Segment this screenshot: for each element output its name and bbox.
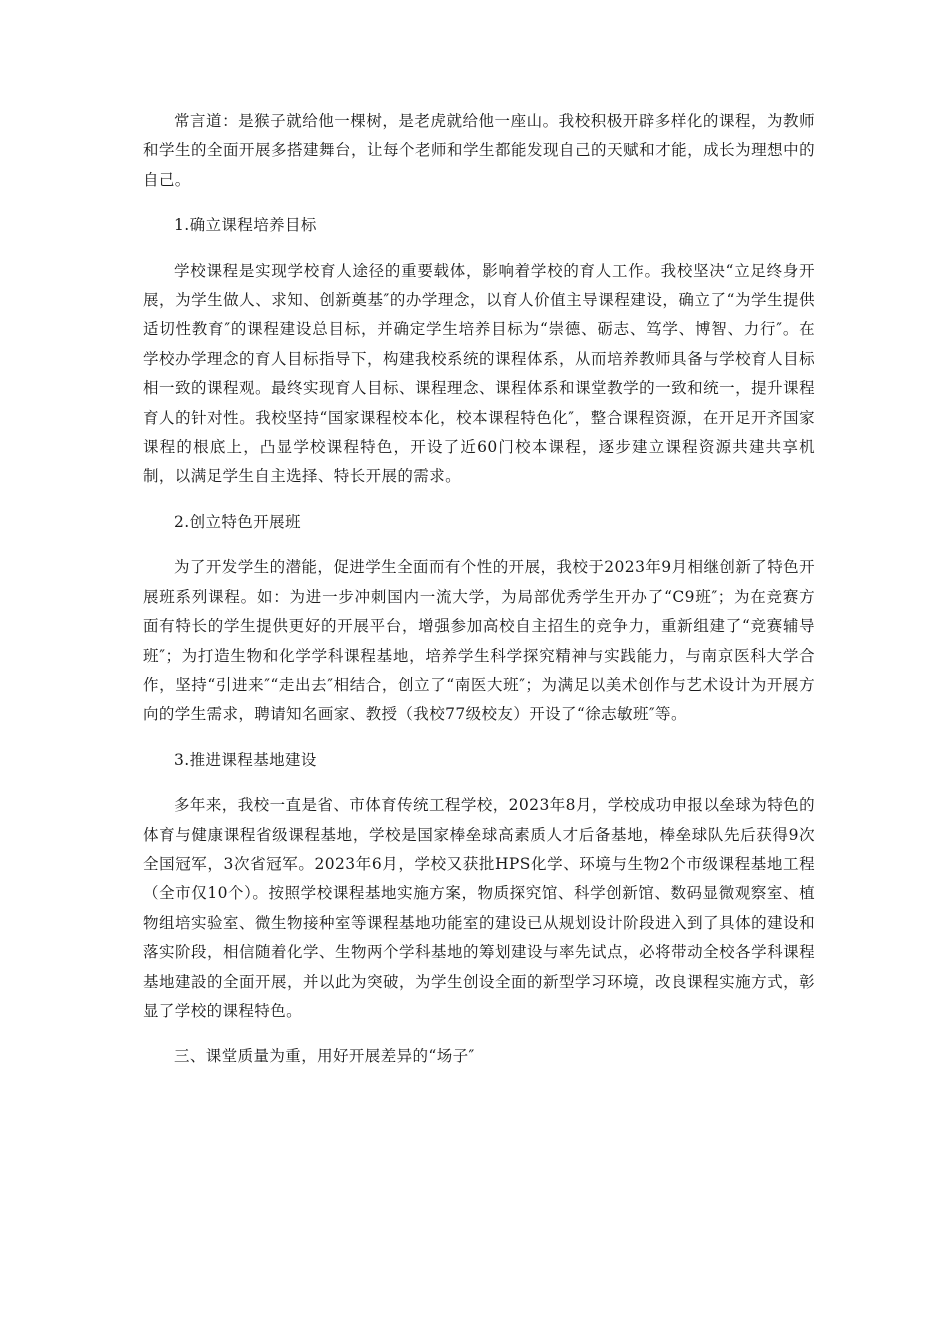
section-heading-curriculum-goals: 1.确立课程培养目标	[174, 216, 317, 235]
document-body	[143, 107, 815, 1088]
section-heading-special-classes: 2.创立特色开展班	[174, 512, 301, 531]
intro-paragraph: 常言道：是猴子就给他一棵树，是老虎就给他一座山。我校积极开辟多样化的课程，为教师和学生的全面开展多搭建舞台，让每个老师和学生都能发现自己的天赋和才能，成长为理想中的自己。	[143, 112, 815, 189]
curriculum-goals-paragraph: 学校课程是实现学校育人途径的重要载体，影响着学校的育人工作。我校坚决“立足终身开展，为学生做人、求知、创新奠基″的办学理念，以育人价值主导课程建设，确立了“为学生提供适切性教育″的课程建设总目标，并确定学生培养目标为“崇德、砺志、笃学、博智、力行″。在学校办学理念的育人目标指导下，构建我校系统的课程体系，从而培养教师具备与学校育人目标相一致的课程观。最终实现育人目标、课程理念、课程体系和课堂教学的一致和统一，提升课程育人的针对性。我校坚持“国家课程校本化，校本课程特色化″，整合课程资源，在开足开齐国家课程的根底上，凸显学校课程特色，开设了近60门校本课程，逐步建立课程资源共建共享机制，以满足学生自主选择、特长开展的需求。	[143, 261, 815, 486]
section-heading-course-base: 3.推进课程基地建设	[174, 750, 317, 769]
section-heading-classroom-quality: 三、课堂质量为重，用好开展差异的“场子″	[174, 1047, 475, 1066]
special-classes-paragraph: 为了开发学生的潜能，促进学生全面而有个性的开展，我校于2023年9月相继创新了特色开展班系列课程。如：为进一步冲刺国内一流大学，为局部优秀学生开办了“C9班″；为在竞赛方面有特长的学生提供更好的开展平台，增强参加高校自主招生的竞争力，重新组建了“竞赛辅导班″；为打造生物和化学学科课程基地，培养学生科学探究精神与实践能力，与南京医科大学合作，坚持“引进来″“走出去″相结合，创立了“南医大班″；为满足以美术创作与艺术设计为开展方向的学生需求，聘请知名画家、教授（我校77级校友）开设了“徐志敏班″等。	[143, 558, 815, 724]
course-base-paragraph: 多年来，我校一直是省、市体育传统工程学校，2023年8月，学校成功申报以垒球为特色的体育与健康课程省级课程基地，学校是国家棒垒球高素质人才后备基地，棒垒球队先后获得9次全国冠军，3次省冠军。2023年6月，学校又获批HPS化学、环境与生物2个市级课程基地工程（全市仅10个）。按照学校课程基地实施方案，物质探究馆、科学创新馆、数码显微观察室、植物组培实验室、微生物接种室等课程基地功能室的建设已从规划设计阶段进入到了具体的建设和落实阶段，相信随着化学、生物两个学科基地的筹划建设与率先试点，必将带动全校各学科课程基地建設的全面开展，并以此为突破，为学生创设全面的新型学习环境，改良课程实施方式，彰显了学校的课程特色。	[143, 796, 815, 1020]
